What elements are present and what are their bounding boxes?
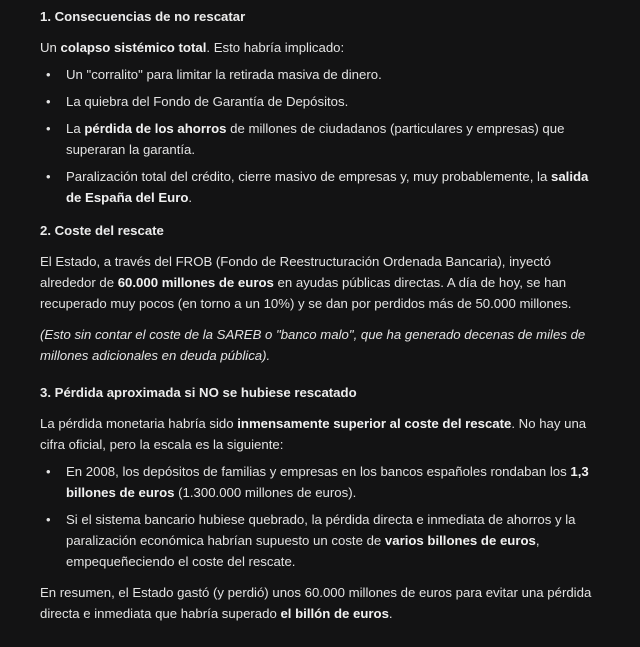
text-span: en ayudas públicas directas. A día de hoy, se han recuperado muy pocos (en torno a un 10%) y se dan por perdidos más de 50.000 millones. — [40, 275, 572, 311]
section-heading-estimated-loss: 3. Pérdida aproximada si NO se hubiese rescatado — [40, 385, 357, 400]
bullet-icon: • — [46, 94, 51, 109]
text-span: . No hay una cifra oficial, pero la escala es la siguiente: — [40, 416, 587, 452]
bold-text: varios billones de euros — [384, 533, 536, 548]
bold-text: colapso sistémico total — [60, 40, 207, 55]
bullet-icon: • — [46, 67, 51, 82]
text-span: , empequeñeciendo el coste del rescate. — [66, 533, 540, 569]
bold-text: pérdida de los ahorros — [84, 121, 227, 136]
consequences-intro — [40, 37, 600, 58]
estimated-loss-list — [40, 461, 600, 572]
bold-text: el billón de euros — [280, 606, 389, 621]
rescue-cost-paragraph — [40, 251, 600, 314]
text-span: Un "corralito" para limitar la retirada masiva de dinero. — [66, 67, 382, 82]
bold-text: inmensamente superior al coste del rescate — [237, 416, 512, 431]
text-span: . — [188, 190, 193, 205]
text-span: En 2008, los depósitos de familias y empresas en los bancos españoles rondaban los — [66, 464, 571, 479]
consequences-list — [40, 64, 600, 208]
text-span: Paralización total del crédito, cierre masivo de empresas y, muy probablemente, la — [66, 169, 551, 184]
section-heading-consequences: 1. Consecuencias de no rescatar — [40, 9, 246, 24]
list-item — [40, 166, 600, 208]
italic-text: (Esto sin contar el coste de la SAREB o "banco malo", que ha generado decenas de miles de millones adicionales en deuda pública). — [40, 327, 586, 363]
text-span: La quiebra del Fondo de Garantía de Depósitos. — [66, 94, 349, 109]
text-span: En resumen, el Estado gastó (y perdió) unos 60.000 millones de euros para evitar una pérdida directa e inmediata que habría superado — [40, 585, 592, 621]
list-item — [40, 64, 600, 85]
estimated-loss-intro — [40, 413, 600, 455]
text-span: El Estado, a través del FROB (Fondo de Reestructuración Ordenada Bancaria), inyectó alrededor de — [40, 254, 551, 290]
sareb-note — [40, 324, 600, 366]
text-span: Un — [40, 40, 61, 55]
text-span: Si el sistema bancario hubiese quebrado, la pérdida directa e inmediata de ahorros y la paralización económica habrían supuesto un coste de — [66, 512, 576, 548]
section-heading-rescue-cost: 2. Coste del rescate — [40, 223, 164, 238]
text-span: (1.300.000 millones de euros). — [174, 485, 357, 500]
bold-text: 60.000 millones de euros — [117, 275, 274, 290]
list-item — [40, 509, 600, 572]
text-span: . — [388, 606, 393, 621]
summary-paragraph — [40, 582, 600, 624]
response-content — [40, 6, 600, 624]
bold-text: 1,3 billones de euros — [66, 464, 589, 500]
list-item — [40, 91, 600, 112]
bold-text: salida de España del Euro — [66, 169, 589, 205]
bullet-icon: • — [46, 121, 51, 136]
text-span: La pérdida monetaria habría sido — [40, 416, 238, 431]
bullet-icon: • — [46, 169, 51, 184]
bullet-icon: • — [46, 464, 51, 479]
text-span: La — [66, 121, 85, 136]
text-span: . Esto habría implicado: — [206, 40, 345, 55]
list-item — [40, 118, 600, 160]
text-span: de millones de ciudadanos (particulares y empresas) que superaran la garantía. — [66, 121, 565, 157]
list-item — [40, 461, 600, 503]
bullet-icon: • — [46, 512, 51, 527]
